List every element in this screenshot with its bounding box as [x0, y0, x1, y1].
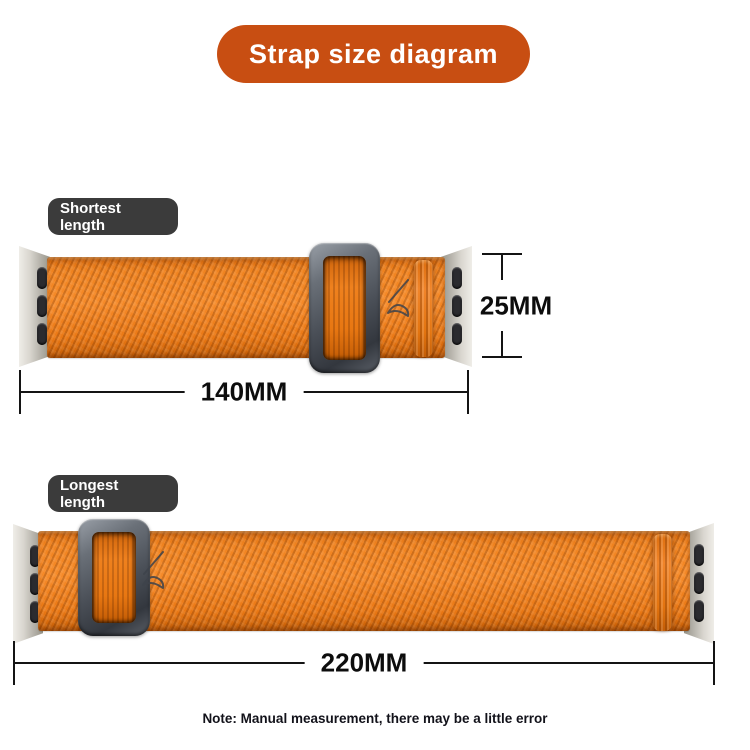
dimension-line — [501, 255, 503, 280]
measurement-note: Note: Manual measurement, there may be a little error — [202, 711, 548, 726]
adapter-slot — [37, 295, 47, 317]
adapter-slot — [694, 572, 704, 594]
dimension-line — [501, 331, 503, 356]
watch-lug-adapter — [19, 246, 50, 367]
dimension-line — [467, 370, 469, 414]
adapter-slot — [694, 600, 704, 622]
strap2-length-value: 220MM — [305, 647, 424, 680]
strap2-length-dimension — [13, 641, 715, 685]
page-title: Strap size diagram — [217, 25, 530, 83]
strap1-sewn-fold — [414, 260, 433, 357]
strap1-slider-buckle — [309, 243, 380, 373]
adapter-slot — [452, 295, 462, 317]
dimension-line — [482, 356, 522, 358]
dimension-line — [713, 641, 715, 685]
watch-lug-adapter — [441, 246, 472, 367]
strap1-width-value: 25MM — [478, 287, 554, 324]
strap2-sewn-fold — [653, 534, 672, 631]
shark-brand-logo-icon — [384, 277, 411, 329]
adapter-slot — [37, 267, 47, 289]
adapter-slot — [694, 544, 704, 566]
adapter-slot — [452, 267, 462, 289]
strap1-length-value: 140MM — [185, 376, 304, 409]
strap1-width-dimension — [480, 253, 552, 358]
buckle-opening — [92, 532, 136, 623]
adapter-slot — [452, 323, 462, 345]
strap1-length-tag: Shortest length — [48, 198, 178, 235]
adapter-slot — [37, 323, 47, 345]
strap2-length-tag: Longest length — [48, 475, 178, 512]
buckle-opening — [323, 256, 366, 360]
shark-brand-logo-icon — [139, 549, 166, 601]
strap1-length-dimension — [19, 370, 469, 414]
